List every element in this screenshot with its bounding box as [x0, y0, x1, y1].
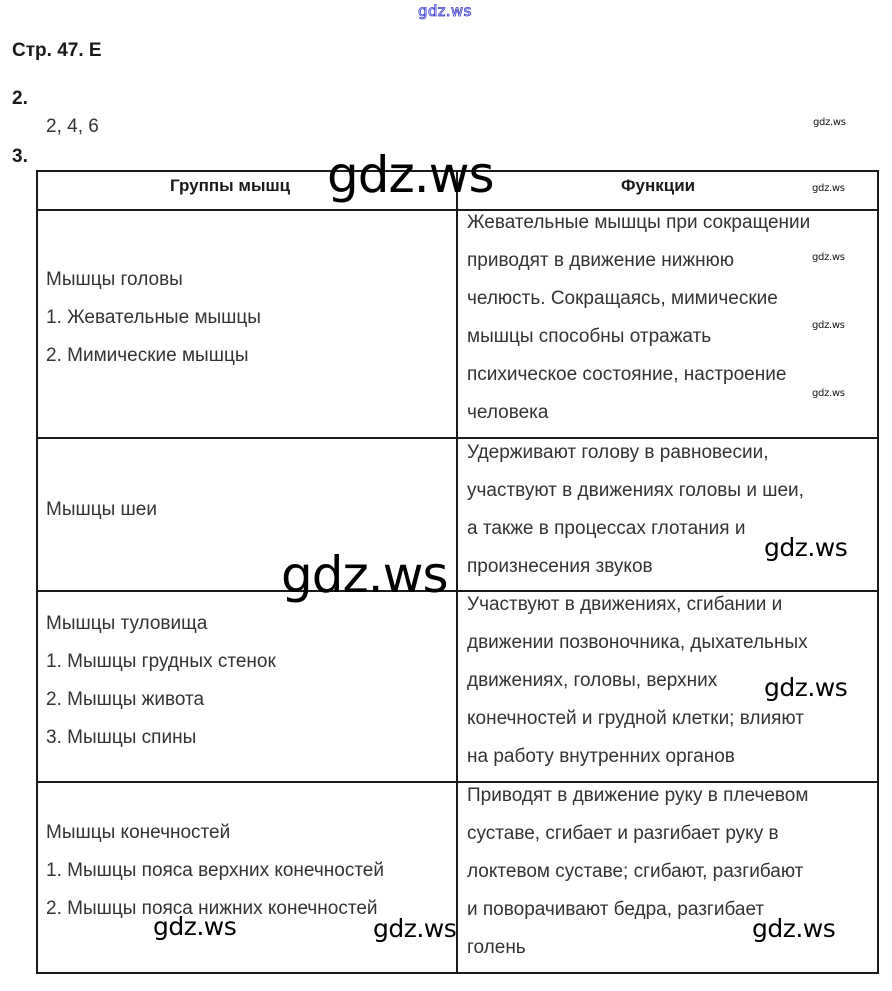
group-title: Мышцы конечностей — [46, 822, 231, 843]
watermark-large: gdz.ws — [327, 146, 494, 204]
group-item: 3. Мышцы спины — [46, 727, 197, 748]
table-row-3-group — [46, 605, 276, 757]
table-row-4-group — [46, 814, 384, 928]
function-line: мышцы способны отражать — [467, 326, 712, 347]
group-item: 2. Мышцы пояса нижних конечностей — [46, 898, 378, 919]
group-item: 1. Мышцы грудных стенок — [46, 651, 276, 672]
group-title: Мышцы головы — [46, 269, 183, 290]
table-header-groups: Группы мышц — [170, 176, 291, 195]
table-row-1-group — [46, 261, 261, 375]
group-item: 2. Мышцы живота — [46, 689, 205, 710]
group-item: 2. Мимические мышцы — [46, 345, 249, 366]
function-line: Жевательные мышцы при сокращении — [467, 212, 811, 233]
watermark-small: gdz.ws — [812, 320, 845, 331]
question-2-number: 2. — [12, 88, 28, 109]
function-line: Приводят в движение руку в плечевом — [467, 785, 809, 806]
watermark-small: gdz.ws — [812, 388, 845, 399]
function-line: челюсть. Сокращаясь, мимические — [467, 288, 778, 309]
function-line: Удерживают голову в равновесии, — [467, 442, 769, 463]
table-row-1-functions — [467, 204, 810, 432]
watermark-large: gdz.ws — [281, 546, 448, 604]
function-line: приводят в движение нижнюю — [467, 250, 735, 271]
table-border-left — [36, 170, 38, 974]
table-border-right — [877, 170, 879, 974]
watermark-medium: gdz.ws — [752, 914, 836, 943]
group-title: Мышцы туловища — [46, 613, 208, 634]
table-row-3-functions — [467, 586, 808, 776]
question-2-answer: 2, 4, 6 — [46, 116, 99, 137]
watermark-medium: gdz.ws — [373, 914, 457, 943]
group-title: Мышцы шеи — [46, 499, 157, 520]
function-line: суставе, сгибает и разгибает руку в — [467, 823, 779, 844]
table-row-2-functions — [467, 434, 804, 586]
page-title: Стр. 47. Е — [12, 40, 102, 61]
table-column-divider — [456, 170, 458, 974]
function-line: участвуют в движениях головы и шеи, — [467, 480, 804, 501]
watermark-small: gdz.ws — [813, 117, 846, 128]
function-line: конечностей и грудной клетки; влияют — [467, 708, 804, 729]
watermark-medium: gdz.ws — [153, 912, 237, 941]
question-3-number: 3. — [12, 146, 28, 167]
watermark-top: gdz.ws — [418, 2, 472, 20]
function-line: движении позвоночника, дыхательных — [467, 632, 808, 653]
function-line: движениях, головы, верхних — [467, 670, 718, 691]
watermark-small: gdz.ws — [812, 252, 845, 263]
function-line: локтевом суставе; сгибают, разгибают — [467, 861, 804, 882]
function-line: произнесения звуков — [467, 556, 653, 577]
function-line: а также в процессах глотания и — [467, 518, 746, 539]
table-header-functions: Функции — [621, 176, 696, 195]
function-line: человека — [467, 402, 549, 423]
function-line: Участвуют в движениях, сгибании и — [467, 594, 783, 615]
group-item: 1. Жевательные мышцы — [46, 307, 261, 328]
watermark-small: gdz.ws — [812, 183, 845, 194]
function-line: психическое состояние, настроение — [467, 364, 787, 385]
function-line: и поворачивают бедра, разгибает — [467, 899, 765, 920]
group-item: 1. Мышцы пояса верхних конечностей — [46, 860, 384, 881]
table-row-2-group — [46, 491, 157, 529]
function-line: на работу внутренних органов — [467, 746, 735, 767]
function-line: голень — [467, 937, 526, 958]
watermark-medium: gdz.ws — [764, 673, 848, 702]
watermark-medium: gdz.ws — [764, 533, 848, 562]
